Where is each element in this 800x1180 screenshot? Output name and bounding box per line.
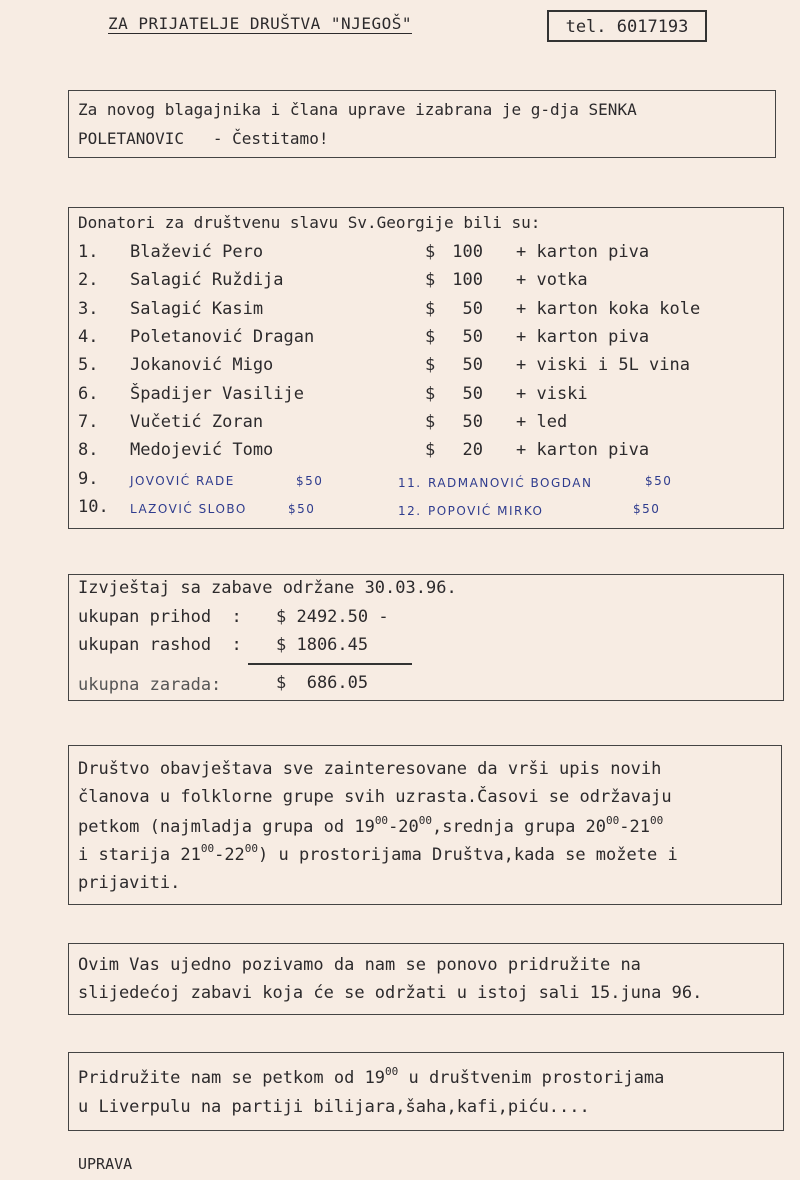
donor-currency: $ xyxy=(425,440,436,461)
folklore-line-4 xyxy=(78,842,678,865)
donor-currency: $ xyxy=(425,242,436,262)
donor-name: Jokanović Migo xyxy=(130,355,274,376)
expense-label: ukupan rashod : xyxy=(78,635,242,655)
donor-gift: + votka xyxy=(516,270,588,291)
donor-name: Salagić Ruždija xyxy=(130,270,284,291)
invite-box xyxy=(68,943,784,1015)
folklore-text: -22 xyxy=(214,845,245,865)
handwritten-amount: $50 xyxy=(288,502,316,516)
folklore-text: i starija 21 xyxy=(78,845,201,865)
donor-amount: 20 xyxy=(462,440,483,461)
expense-value: $ 1806.45 xyxy=(276,635,369,655)
report-title: Izvještaj sa zabave održane 30.03.96. xyxy=(78,578,457,598)
donor-gift: + karton piva xyxy=(516,326,650,347)
donor-name: Špadijer Vasilije xyxy=(130,383,304,404)
income-label: ukupan prihod : xyxy=(78,607,242,627)
donor-num: 1. xyxy=(78,242,99,262)
folklore-line-5: prijaviti. xyxy=(78,873,181,893)
handwritten-name: POPOVIĆ MIRKO xyxy=(428,504,544,518)
superscript: 00 xyxy=(650,814,664,827)
donor-currency: $ xyxy=(425,383,436,404)
donor-amount: 50 xyxy=(462,355,483,376)
donor-gift: + led xyxy=(516,411,568,432)
donor-currency: $ xyxy=(425,355,436,376)
superscript: 00 xyxy=(244,842,259,855)
folklore-line-3 xyxy=(78,814,664,837)
donor-gift: + karton piva xyxy=(516,440,650,461)
donor-currency: $ xyxy=(425,298,436,319)
handwritten-name: JOVOVIĆ RADE xyxy=(130,474,235,488)
profit-value: $ 686.05 xyxy=(276,673,369,693)
superscript: 00 xyxy=(606,814,620,827)
donor-amount: 100 xyxy=(452,242,483,262)
folklore-text: petkom (najmladja grupa od 19 xyxy=(78,817,375,837)
handwritten-num: 12. xyxy=(398,504,422,518)
donor-amount: 100 xyxy=(452,270,483,291)
donor-amount: 50 xyxy=(462,326,483,347)
donor-amount: 50 xyxy=(462,383,483,404)
billiards-text: Pridružite nam se petkom od 19 xyxy=(78,1068,386,1088)
handwritten-amount: $50 xyxy=(645,474,673,488)
signature-uprava: UPRAVA xyxy=(78,1155,133,1173)
superscript: 00 xyxy=(418,814,433,827)
handwritten-name: RADMANOVIĆ BOGDAN xyxy=(428,476,593,490)
donor-num: 4. xyxy=(78,326,99,347)
profit-label: ukupna zarada: xyxy=(78,675,222,695)
announcement-line-1: Za novog blagajnika i člana uprave izabrana je g-dja SENKA xyxy=(78,100,637,119)
telephone-box: tel. 6017193 xyxy=(547,10,707,42)
billiards-text: u društvenim prostorijama xyxy=(398,1068,665,1088)
donor-currency: $ xyxy=(425,411,436,432)
donor-num: 7. xyxy=(78,411,99,432)
donor-num: 9. xyxy=(78,469,99,489)
income-value: $ 2492.50 - xyxy=(276,607,389,627)
invite-line-2: slijedećoj zabavi koja će se održati u istoj sali 15.juna 96. xyxy=(78,983,703,1003)
handwritten-name: LAZOVIĆ SLOBO xyxy=(130,502,247,516)
donor-gift: + viski xyxy=(516,383,588,404)
superscript: 00 xyxy=(200,842,215,855)
donor-num: 2. xyxy=(78,270,99,291)
announcement-line-2: POLETANOVIC - Čestitamo! xyxy=(78,129,329,148)
donor-gift: + viski i 5L vina xyxy=(516,355,690,376)
donor-num: 6. xyxy=(78,383,99,404)
handwritten-num: 11. xyxy=(398,476,422,490)
superscript: 00 xyxy=(385,1065,399,1078)
donor-num: 3. xyxy=(78,298,99,319)
donor-gift: + karton koka kole xyxy=(516,298,701,319)
donor-amount: 50 xyxy=(462,411,483,432)
donor-gift: + karton piva xyxy=(516,242,650,262)
donor-amount: 50 xyxy=(462,298,483,319)
donors-intro: Donatori za društvenu slavu Sv.Georgije bili su: xyxy=(78,213,541,232)
donor-num: 8. xyxy=(78,440,99,461)
donor-name: Vučetić Zoran xyxy=(130,411,264,432)
superscript: 00 xyxy=(374,814,389,827)
donor-currency: $ xyxy=(425,270,436,291)
donor-name: Poletanović Dragan xyxy=(130,326,315,347)
donor-num: 5. xyxy=(78,355,99,376)
donor-name: Salagić Kasim xyxy=(130,298,264,319)
page-title: ZA PRIJATELJE DRUŠTVA "NJEGOŠ" xyxy=(108,14,412,33)
billiards-line-2: u Liverpulu na partiji bilijara,šaha,kafi,piću.... xyxy=(78,1097,590,1117)
folklore-text: -21 xyxy=(619,817,650,837)
donor-currency: $ xyxy=(425,326,436,347)
donor-num: 10. xyxy=(78,497,109,517)
folklore-text: ) u prostorijama Društva,kada se možete i xyxy=(258,845,678,865)
folklore-line-2: članova u folklorne grupe svih uzrasta.Časovi se održavaju xyxy=(78,787,672,807)
handwritten-amount: $50 xyxy=(296,474,324,488)
invite-line-1: Ovim Vas ujedno pozivamo da nam se ponovo pridružite na xyxy=(78,955,641,975)
handwritten-amount: $50 xyxy=(633,502,661,516)
folklore-text: -20 xyxy=(388,817,419,837)
folklore-text: ,srednja grupa 20 xyxy=(432,817,607,837)
donor-name: Blažević Pero xyxy=(130,242,264,262)
folklore-line-1: Društvo obavještava sve zainteresovane da vrši upis novih xyxy=(78,759,662,779)
billiards-line-1 xyxy=(78,1065,665,1088)
sum-rule xyxy=(248,663,412,665)
donor-name: Medojević Tomo xyxy=(130,440,274,461)
billiards-box xyxy=(68,1052,784,1131)
